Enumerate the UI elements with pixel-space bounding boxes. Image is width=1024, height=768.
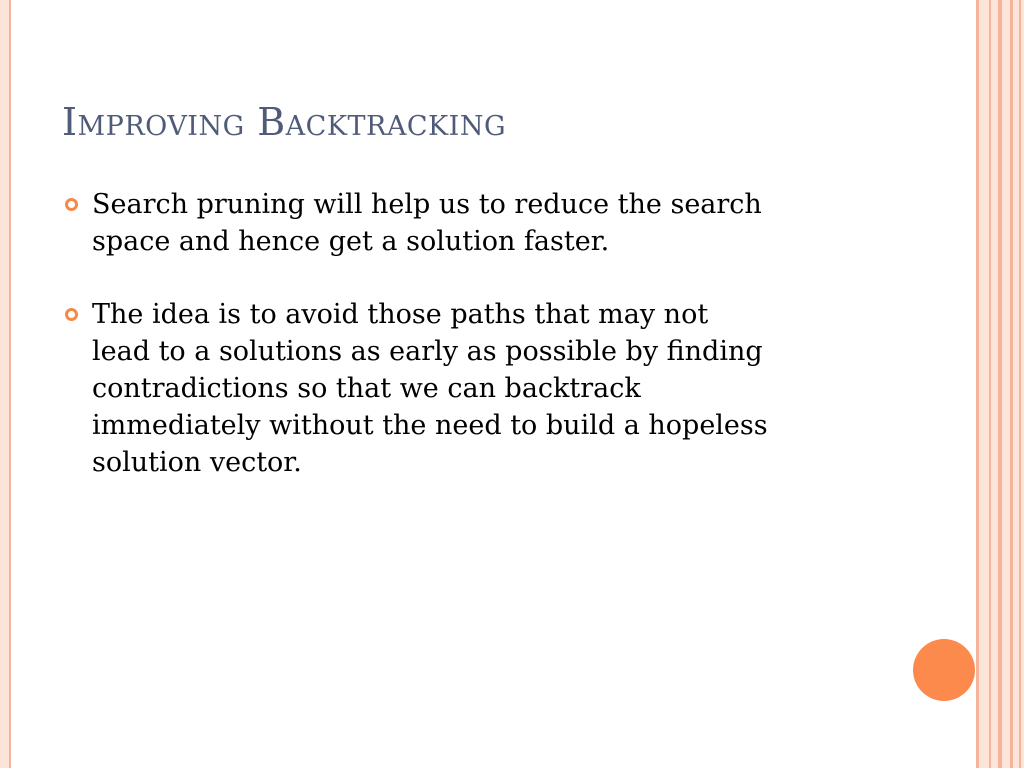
left-border-line xyxy=(9,0,11,768)
right-stripe xyxy=(989,0,991,768)
right-stripe xyxy=(1019,0,1021,768)
bullet-text: The idea is to avoid those paths that may not lead to a solutions as early as possible by finding contradictions so that we can backtrack immediately without the need to build a hopeless solution vector. xyxy=(92,299,768,478)
right-stripe xyxy=(1010,0,1013,768)
slide-title: Improving Backtracking xyxy=(62,100,507,144)
right-stripe xyxy=(998,0,1002,768)
bullet-item xyxy=(62,186,892,260)
ring-bullet-icon xyxy=(65,198,78,211)
bullet-item xyxy=(62,296,892,481)
ring-bullet-icon xyxy=(65,308,78,321)
decorative-circle-icon xyxy=(913,639,975,701)
bullet-text: Search pruning will help us to reduce the search space and hence get a solution faster. xyxy=(92,189,762,257)
right-stripe xyxy=(976,0,979,768)
bullet-list xyxy=(62,186,892,517)
